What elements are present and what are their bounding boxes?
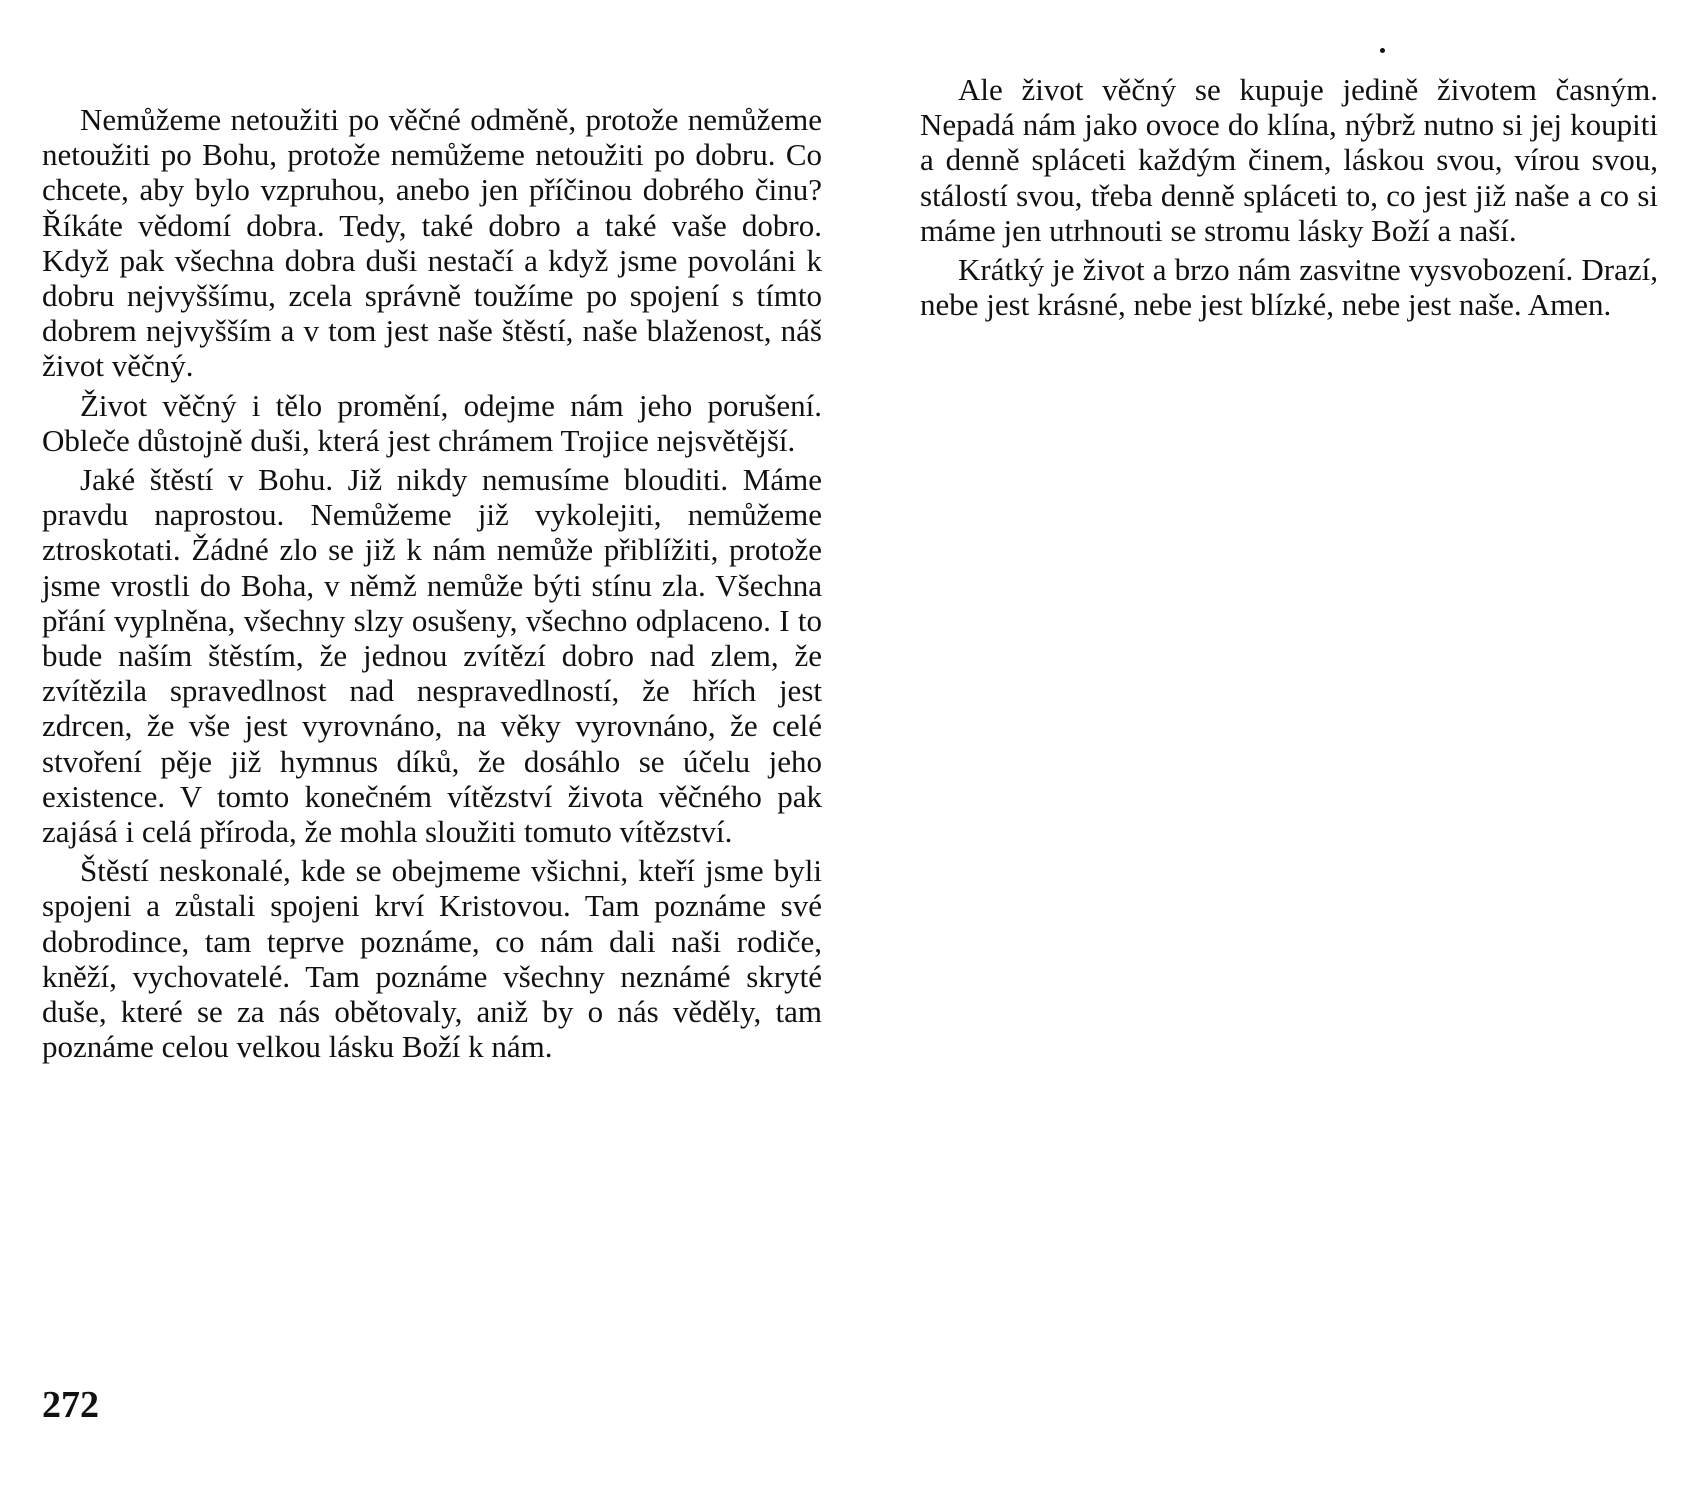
paragraph: Život věčný i tělo promění, odejme nám jeho porušení. Obleče důstojně duši, která jest chrámem Trojice nejsvětější. [42, 387, 822, 458]
page-number: 272 [42, 1384, 99, 1426]
paragraph: Nemůžeme netoužiti po věčné odměně, protože nemůžeme netoužiti po Bohu, protože nemůžeme netoužiti po dobru. Co chcete, aby bylo vzpruhou, anebo jen příčinou dobrého činu? Říkáte vědomí dobra. Tedy, také dobro a také vaše dobro. Když pak všechna dobra duši nestačí a když jsme povoláni k dobru nejvyššímu, zcela správně toužíme po spojení s tímto dobrem nejvyšším a v tom jest naše štěstí, naše blaženost, náš život věčný. [42, 102, 822, 384]
paragraph: Jaké štěstí v Bohu. Již nikdy nemusíme blouditi. Máme pravdu naprostou. Nemůžeme již vykolejiti, nemůžeme ztroskotati. Žádné zlo se již k nám nemůže přiblížiti, protože jsme vrostli do Boha, v němž nemůže býti stínu zla. Všechna přání vyplněna, všechny slzy osušeny, všechno odplaceno. I to bude naším štěstím, že jednou zvítězí dobro nad zlem, že zvítězila spravedlnost nad nespravedlností, že hřích jest zdrcen, že vše jest vyrovnáno, na věky vyrovnáno, že celé stvoření pěje již hymnus díků, že dosáhlo se účelu jeho existence. V tomto konečném vítězství života věčného pak zajásá i celá příroda, že mohla sloužiti tomuto vítězství. [42, 462, 822, 850]
left-text-column [42, 102, 822, 1068]
paragraph: Štěstí neskonalé, kde se obejmeme všichni, kteří jsme byli spojeni a zůstali spojeni krví Kristovou. Tam poznáme své dobrodince, tam teprve poznáme, co nám dali naši rodiče, kněží, vychovatelé. Tam poznáme všechny neznámé skryté duše, které se za nás obětovaly, aniž by o nás věděly, tam poznáme celou velkou lásku Boží k nám. [42, 853, 822, 1065]
print-speck [1380, 48, 1385, 53]
paragraph: Ale život věčný se kupuje jedině životem časným. Nepadá nám jako ovoce do klína, nýbrž nutno si jej koupiti a denně spláceti každým činem, láskou svou, vírou svou, stálostí svou, třeba denně spláceti to, co jest již naše a co si máme jen utrhnouti se stromu lásky Boží a naší. [920, 72, 1658, 248]
right-text-column [920, 72, 1658, 326]
paragraph: Krátký je život a brzo nám zasvitne vysvobození. Drazí, nebe jest krásné, nebe jest blízké, nebe jest naše. Amen. [920, 252, 1658, 323]
